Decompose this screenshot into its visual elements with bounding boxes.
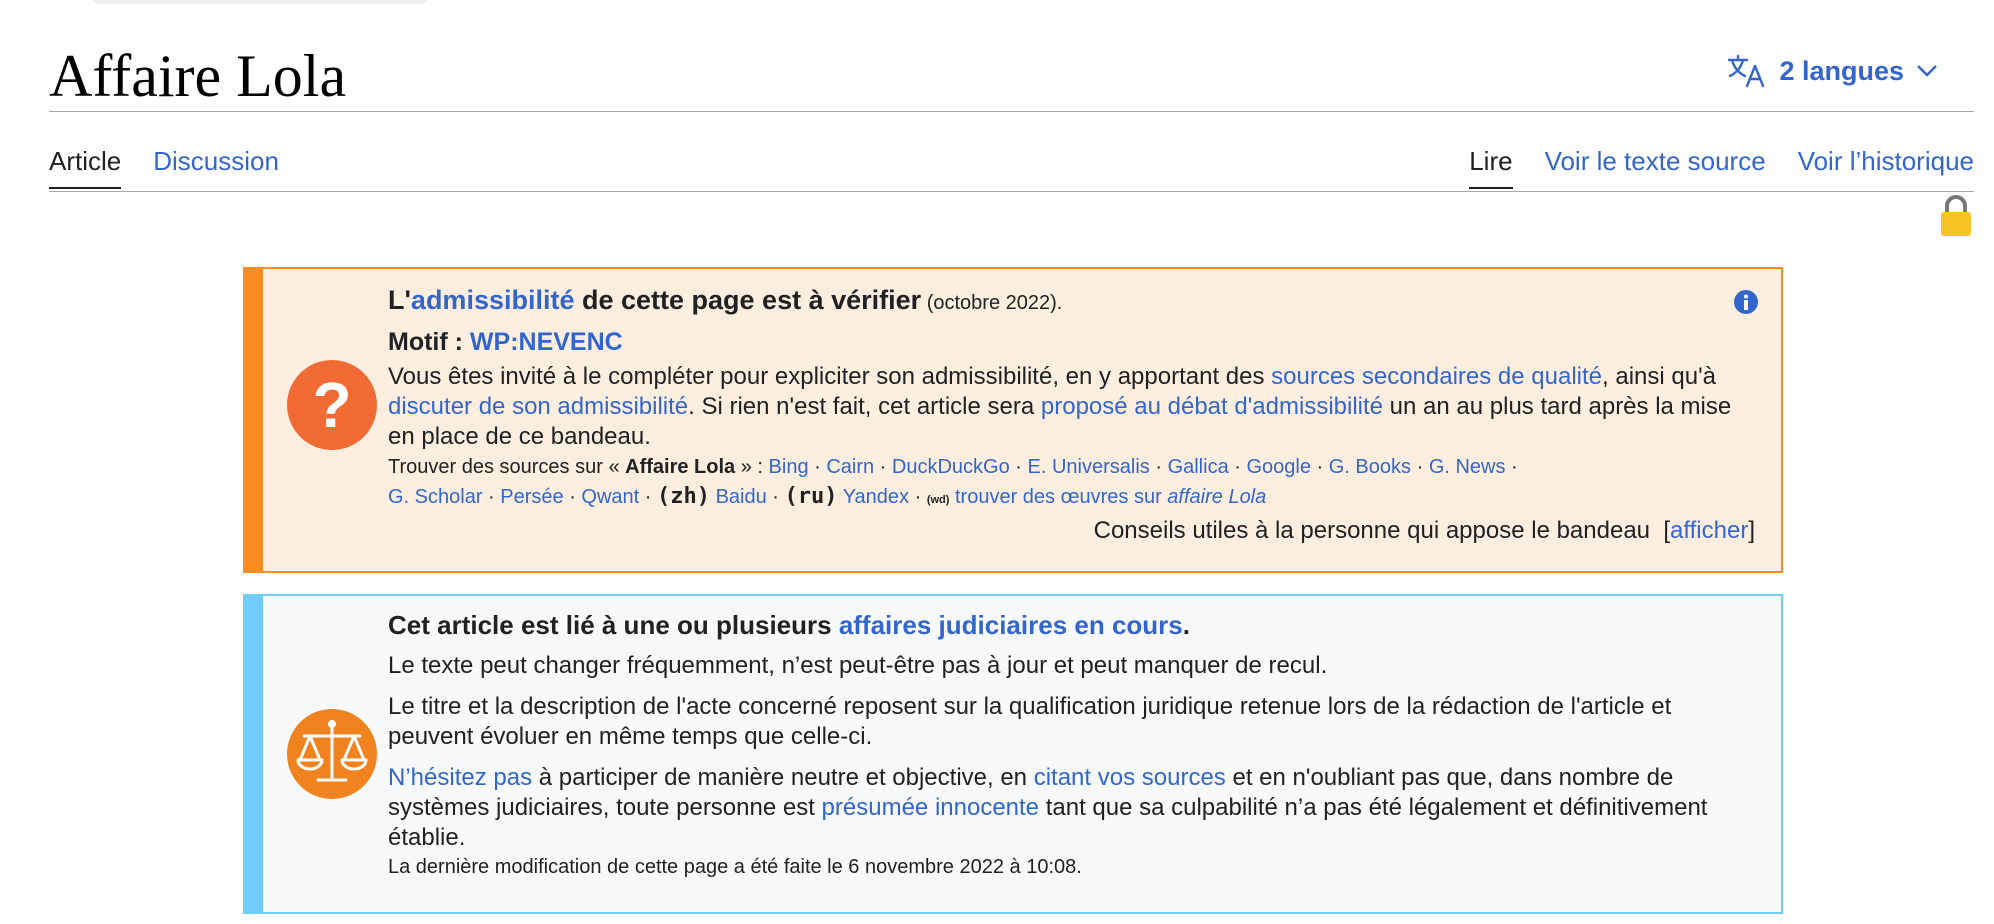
admissibility-link[interactable]: admissibilité xyxy=(410,285,575,315)
tab-discussion[interactable]: Discussion xyxy=(153,146,279,176)
banner-text: tant que sa culpabilité n’a pas été légalement et définitivement établie. xyxy=(388,794,1708,851)
source-link-cairn[interactable]: Cairn xyxy=(826,456,875,478)
separator: · xyxy=(1009,456,1028,478)
source-link-gallica[interactable]: Gallica xyxy=(1167,456,1229,478)
title-divider xyxy=(49,111,1974,112)
separator: · xyxy=(1411,456,1429,478)
banner-heading-start: Cet article est lié à une ou plusieurs xyxy=(388,610,839,640)
secondary-sources-link[interactable]: sources secondaires de qualité xyxy=(1271,363,1603,390)
separator: · xyxy=(874,456,892,478)
tab-read[interactable]: Lire xyxy=(1469,146,1512,189)
tab-article[interactable]: Article xyxy=(49,146,121,189)
source-link-google-news[interactable]: G. News xyxy=(1428,456,1506,478)
languages-label: 2 langues xyxy=(1779,55,1904,86)
separator: · xyxy=(563,486,582,508)
separator: · xyxy=(808,456,827,478)
banner-heading-end: de cette page est à vérifier xyxy=(574,285,922,315)
find-works-link[interactable] xyxy=(955,486,1266,508)
find-sources-label: Trouver des sources sur « xyxy=(388,456,626,478)
last-modified-note: La dernière modification de cette page a été faite le 6 novembre 2022 à 10:08. xyxy=(388,856,1082,878)
lock-icon[interactable] xyxy=(1939,193,1973,242)
separator: · xyxy=(639,486,658,508)
banner-date: (octobre 2022). xyxy=(921,292,1063,314)
banner-heading-end: . xyxy=(1182,610,1190,640)
banner-text: Le texte peut changer fréquemment, n’est peut-être pas à jour et peut manquer de recul. xyxy=(388,652,1328,679)
ru-language-tag: (ru) xyxy=(784,484,838,509)
tips-line xyxy=(388,515,1755,547)
wikidata-tag: (wd) xyxy=(926,494,950,506)
find-works-term: affaire Lola xyxy=(1167,486,1267,508)
namespace-tabs xyxy=(49,146,279,189)
separator: · xyxy=(1149,456,1168,478)
separator: · xyxy=(1505,456,1518,478)
source-link-google-scholar[interactable]: G. Scholar xyxy=(388,486,483,508)
motif-link[interactable]: WP:NEVENC xyxy=(469,328,623,356)
bracket-open: [ xyxy=(1663,517,1671,544)
top-search-tab-edge xyxy=(90,0,430,4)
source-link-baidu[interactable]: Baidu xyxy=(715,486,767,508)
separator: · xyxy=(482,486,501,508)
presumed-innocent-link[interactable]: présumée innocente xyxy=(821,794,1040,821)
source-link-duckduckgo[interactable]: DuckDuckGo xyxy=(891,456,1010,478)
find-works-label: trouver des œuvres sur xyxy=(955,486,1168,508)
banner-text: . Si rien n'est fait, cet article sera xyxy=(688,393,1041,420)
find-sources-term: Affaire Lola xyxy=(625,456,736,478)
source-link-qwant[interactable]: Qwant xyxy=(581,486,640,508)
admissibility-debate-link[interactable]: proposé au débat d'admissibilité xyxy=(1040,393,1384,420)
scales-icon xyxy=(286,708,378,805)
dont-hesitate-link[interactable]: N’hésitez pas xyxy=(388,764,533,791)
translate-icon xyxy=(1727,54,1767,88)
banner-text: , ainsi qu'à xyxy=(1602,363,1717,390)
separator: · xyxy=(1228,456,1247,478)
page-title: Affaire Lola xyxy=(49,43,347,109)
show-tips-link[interactable]: afficher xyxy=(1670,517,1749,544)
bracket-close: ] xyxy=(1748,517,1755,544)
separator: · xyxy=(766,486,785,508)
discuss-admissibility-link[interactable]: discuter de son admissibilité xyxy=(388,393,689,420)
source-link-google[interactable]: Google xyxy=(1246,456,1311,478)
tabs-divider xyxy=(49,191,1974,192)
tips-text: Conseils utiles à la personne qui appose le bandeau xyxy=(1093,517,1651,544)
banner-text: à participer de manière neutre et objective, en xyxy=(532,764,1034,791)
find-sources-colon: » : xyxy=(735,456,769,478)
svg-text:?: ? xyxy=(312,369,352,441)
legal-cases-link[interactable]: affaires judiciaires en cours xyxy=(838,610,1183,640)
source-link-bing[interactable]: Bing xyxy=(768,456,809,478)
find-sources-line xyxy=(388,452,1755,515)
legal-case-banner xyxy=(243,594,1783,914)
tab-history[interactable]: Voir l’historique xyxy=(1797,146,1974,176)
view-tabs xyxy=(1469,146,1974,189)
separator: · xyxy=(909,486,927,508)
banner-text: un an au plus tard après la mise en place de ce bandeau. xyxy=(388,393,1732,450)
motif-label: Motif : xyxy=(388,328,470,356)
source-link-google-books[interactable]: G. Books xyxy=(1328,456,1412,478)
banner-text: et en n'oubliant pas que, dans nombre de systèmes judiciaires, toute personne est xyxy=(388,764,1674,821)
question-icon xyxy=(286,359,378,456)
source-link-yandex[interactable]: Yandex xyxy=(842,486,910,508)
language-selector[interactable] xyxy=(1727,54,1938,88)
cite-sources-link[interactable]: citant vos sources xyxy=(1033,764,1226,791)
separator: · xyxy=(1310,456,1329,478)
zh-language-tag: (zh) xyxy=(657,484,710,509)
source-link-persee[interactable]: Persée xyxy=(500,486,564,508)
source-link-universalis[interactable]: E. Universalis xyxy=(1027,456,1150,478)
banner-text: Le titre et la description de l'acte concerné reposent sur la qualification juridique retenue lors de la rédaction de l'article et peuvent évoluer en même temps que celle-ci. xyxy=(388,693,1672,750)
chevron-down-icon xyxy=(1916,64,1938,78)
tab-view-source[interactable]: Voir le texte source xyxy=(1544,146,1766,176)
admissibility-banner xyxy=(243,267,1783,573)
banner-text: Vous êtes invité à le compléter pour expliciter son admissibilité, en y apportant des xyxy=(388,363,1272,390)
banner-heading-start: L' xyxy=(388,285,411,315)
